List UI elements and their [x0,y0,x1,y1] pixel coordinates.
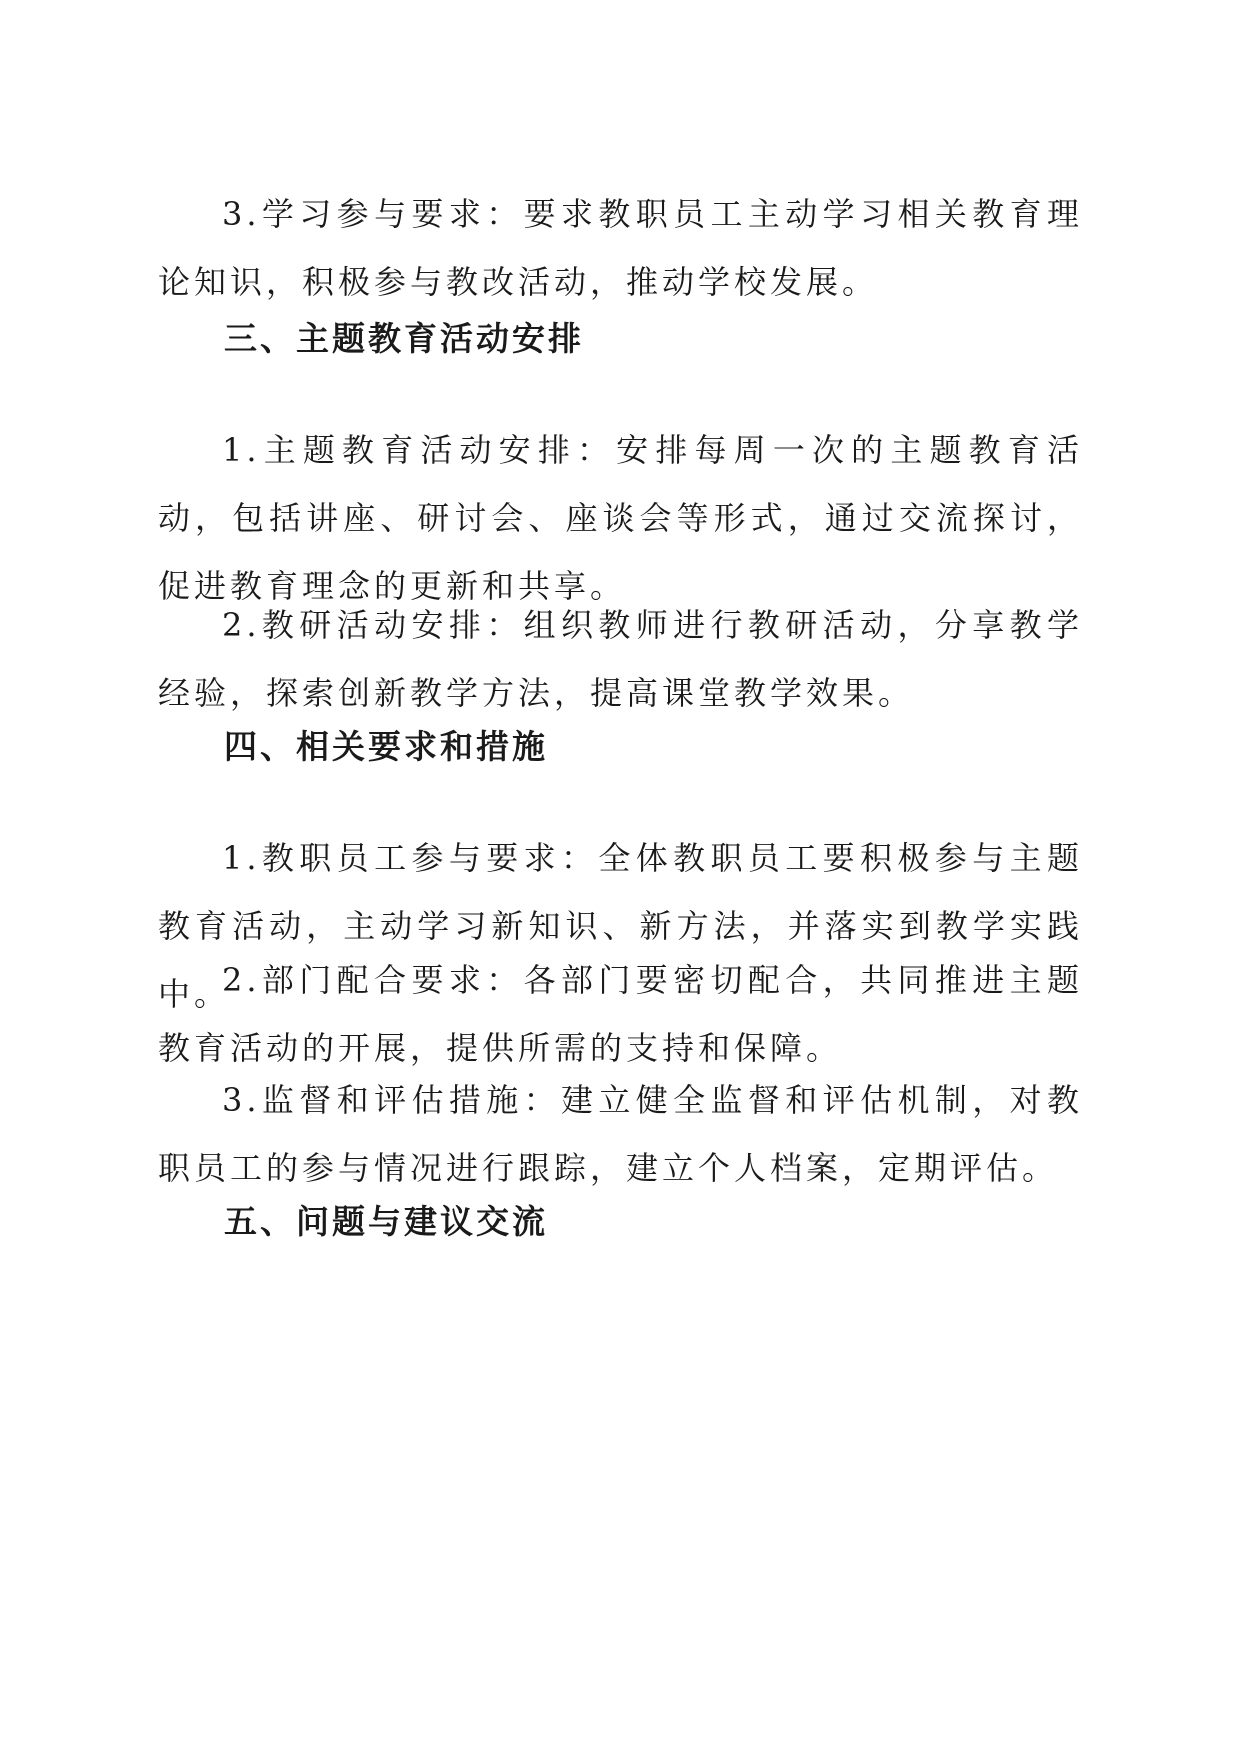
paragraph-text: 1.主题教育活动安排：安排每周一次的主题教育活动，包括讲座、研讨会、座谈会等形式，通过交流探讨，促进教育理念的更新和共享。 [158,431,1083,605]
paragraph-teaching-research [158,591,1083,727]
paragraph-text: 2.部门配合要求：各部门要密切配合，共同推进主题教育活动的开展，提供所需的支持和保障。 [158,961,1083,1067]
paragraph-text: 3.监督和评估措施：建立健全监督和评估机制，对教职员工的参与情况进行跟踪，建立个人档案，定期评估。 [158,1081,1083,1187]
paragraph-theme-activity [158,416,1083,620]
heading-text: 三、主题教育活动安排 [224,319,584,358]
heading-text: 五、问题与建议交流 [224,1202,548,1241]
paragraph-department-cooperation [158,946,1083,1082]
section-heading-3 [158,305,1083,373]
paragraph-study-requirement [158,180,1083,316]
paragraph-text: 3.学习参与要求：要求教职员工主动学习相关教育理论知识，积极参与教改活动，推动学校发展。 [158,195,1083,301]
heading-text: 四、相关要求和措施 [224,727,548,766]
paragraph-text: 2.教研活动安排：组织教师进行教研活动，分享教学经验，探索创新教学方法，提高课堂教学效果。 [158,606,1083,712]
paragraph-text: 1.教职员工参与要求：全体教职员工要积极参与主题教育活动，主动学习新知识、新方法，并落实到教学实践中。 [158,839,1083,1013]
section-heading-5 [158,1188,1083,1256]
paragraph-supervision-evaluation [158,1066,1083,1202]
section-heading-4 [158,713,1083,781]
